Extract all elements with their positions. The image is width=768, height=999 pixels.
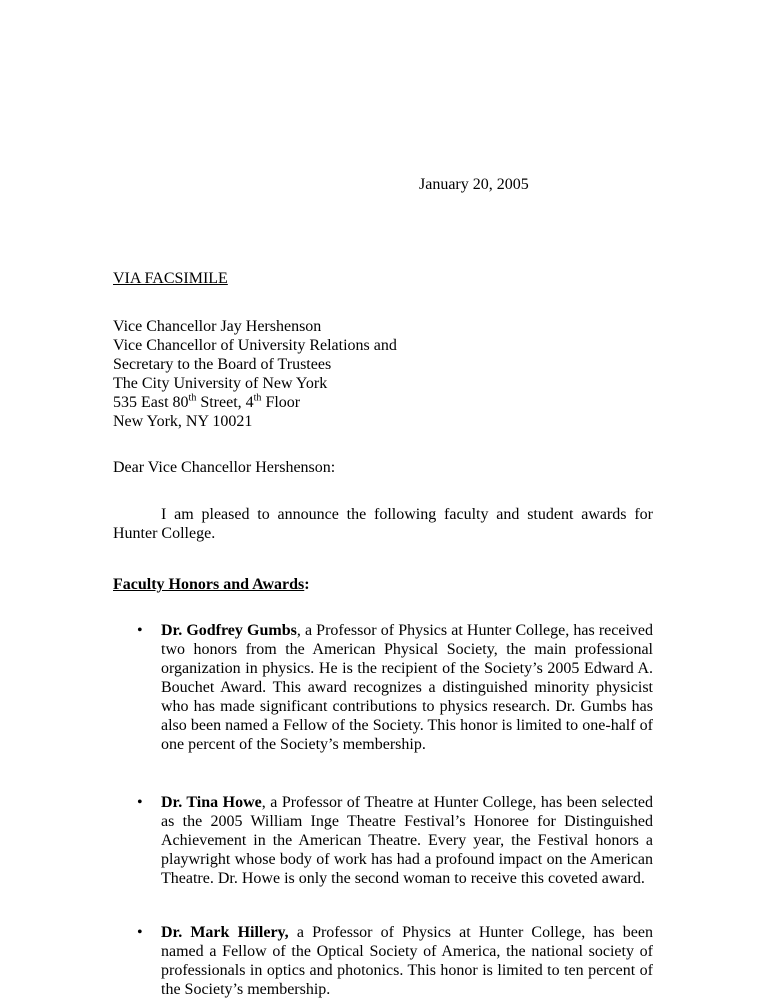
section-heading: Faculty Honors and Awards: — [113, 576, 310, 593]
delivery-method: VIA FACSIMILE — [113, 270, 228, 287]
award-recipient: Dr. Mark Hillery, — [161, 924, 289, 941]
award-text: Dr. Godfrey Gumbs, a Professor of Physics at Hunter College, has received two honors from the American Physical Society, the main professional organization in physics. He is the recipient of the Society’s 2005 Edward A. Bouchet Award. This award recognizes a distinguished minority physicist who has made significant contributions to physics research. Dr. Gumbs has also been named a Fellow of the Society. This honor is limited to one-half of one percent of the Society’s membership. — [161, 622, 653, 753]
salutation: Dear Vice Chancellor Hershenson: — [113, 459, 336, 476]
bullet-icon: • — [137, 924, 143, 941]
recipient-organization: The City University of New York — [113, 375, 328, 392]
recipient-address — [113, 317, 397, 431]
letter-date: January 20, 2005 — [419, 176, 529, 193]
recipient-title-2: Secretary to the Board of Trustees — [113, 356, 332, 373]
bullet-icon: • — [137, 622, 143, 639]
award-text: Dr. Mark Hillery, a Professor of Physics at Hunter College, has been named a Fellow of the Optical Society of America, the national society of professionals in optics and photonics. This honor is limited to ten percent of the Society’s membership. — [161, 924, 654, 998]
recipient-street: 535 East 80th Street, 4th Floor — [113, 392, 301, 411]
intro-paragraph: I am pleased to announce the following faculty and student awards for Hunter College. — [113, 506, 653, 542]
award-recipient: Dr. Godfrey Gumbs — [161, 622, 297, 639]
bullet-icon: • — [137, 794, 143, 811]
award-text: Dr. Tina Howe, a Professor of Theatre at Hunter College, has been selected as the 2005 William Inge Theatre Festival’s Honoree for Distinguished Achievement in the American Theatre. Every year, the Festival honors a playwright whose body of work has had a profound impact on the American Theatre. Dr. Howe is only the second woman to receive this coveted award. — [161, 794, 653, 887]
recipient-name: Vice Chancellor Jay Hershenson — [113, 318, 322, 335]
award-recipient: Dr. Tina Howe — [161, 794, 262, 811]
recipient-title: Vice Chancellor of University Relations and — [113, 337, 397, 354]
recipient-city: New York, NY 10021 — [113, 413, 253, 430]
